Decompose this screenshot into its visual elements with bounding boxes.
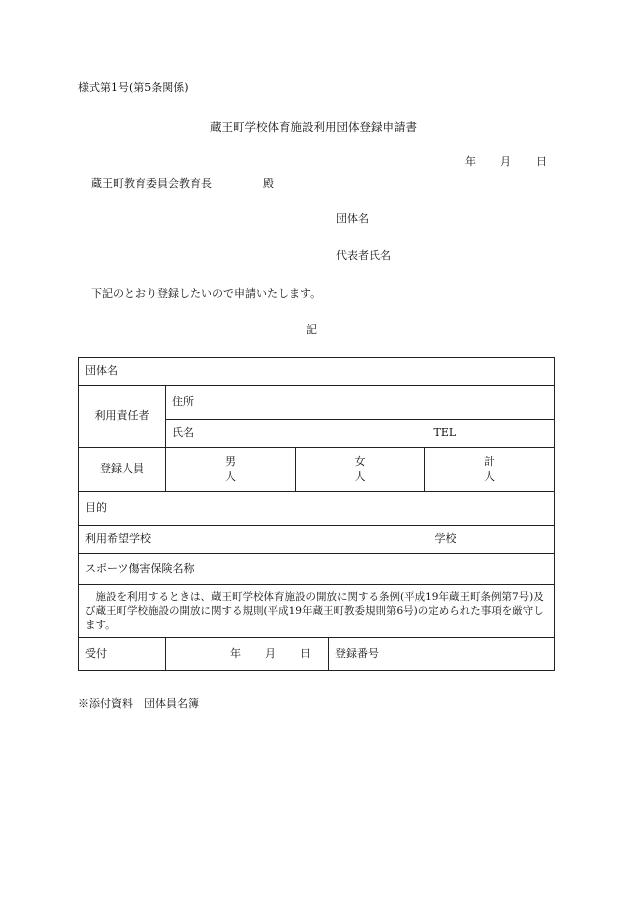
- female-cell: [296, 448, 425, 492]
- applicant-group-label: 団体名: [336, 212, 369, 225]
- school-cell: [79, 526, 555, 554]
- pledge-text: 施設を利用するときは、蔵王町学校体育施設の開放に関する条例(平成19年蔵王町条例第7号)及び蔵王町学校施設の開放に関する規則(平成19年蔵王町教委規則第6号)の定められた事項を厳守します。: [79, 585, 555, 638]
- male-label: 男: [225, 455, 236, 469]
- row-address: [79, 386, 555, 420]
- tel-label: TEL: [433, 426, 457, 440]
- form-number: 様式第1号(第5条関係): [78, 81, 189, 94]
- purpose-label: 目的: [79, 492, 555, 526]
- desired-school-label: 利用希望学校: [85, 532, 151, 546]
- female-label: 女: [354, 455, 366, 469]
- school-suffix: 学校: [434, 532, 457, 546]
- ki-mark: 記: [306, 323, 317, 336]
- row-insurance: [79, 554, 555, 585]
- name-label: 氏名: [172, 426, 194, 440]
- name-tel-cell: [166, 420, 555, 448]
- receipt-date: [166, 638, 329, 670]
- row-school: [79, 526, 555, 554]
- addressee: 蔵王町教育委員会教育長: [91, 177, 212, 190]
- receipt-year: 年: [230, 646, 241, 660]
- row-members: [79, 448, 555, 492]
- responsible-person-label: 利用責任者: [79, 386, 166, 448]
- row-group-name: [79, 358, 555, 386]
- honorific: 殿: [263, 177, 274, 190]
- registration-table: [78, 357, 555, 671]
- request-text: 下記のとおり登録したいので申請いたします。: [91, 287, 322, 300]
- attachment-note: ※添付資料 団体員名簿: [78, 697, 199, 710]
- total-label: 計: [484, 455, 495, 469]
- row-purpose: [79, 492, 555, 526]
- receipt-day: 日: [300, 646, 311, 660]
- receipt-date-cell: [166, 638, 425, 671]
- group-name-label: 団体名: [79, 358, 555, 386]
- reg-number-value: [425, 638, 555, 671]
- female-unit: 人: [354, 469, 366, 483]
- row-pledge: [79, 585, 555, 638]
- receipt-month: 月: [265, 646, 276, 660]
- reg-number-label: 登録番号: [335, 646, 379, 660]
- date-month-label: 月: [500, 155, 511, 168]
- male-cell: [166, 448, 296, 492]
- document-title: 蔵王町学校体育施設利用団体登録申請書: [210, 120, 417, 134]
- total-unit: 人: [484, 469, 495, 483]
- receipt-label: 受付: [79, 638, 166, 671]
- member-count-label: 登録人員: [79, 448, 166, 492]
- insurance-label: スポーツ傷害保険名称: [79, 554, 555, 585]
- male-unit: 人: [225, 469, 236, 483]
- date-year-label: 年: [465, 155, 476, 168]
- row-receipt: [79, 638, 555, 671]
- address-label: 住所: [166, 386, 555, 420]
- date-day-label: 日: [536, 155, 547, 168]
- applicant-rep-label: 代表者氏名: [336, 249, 391, 262]
- total-cell: [425, 448, 555, 492]
